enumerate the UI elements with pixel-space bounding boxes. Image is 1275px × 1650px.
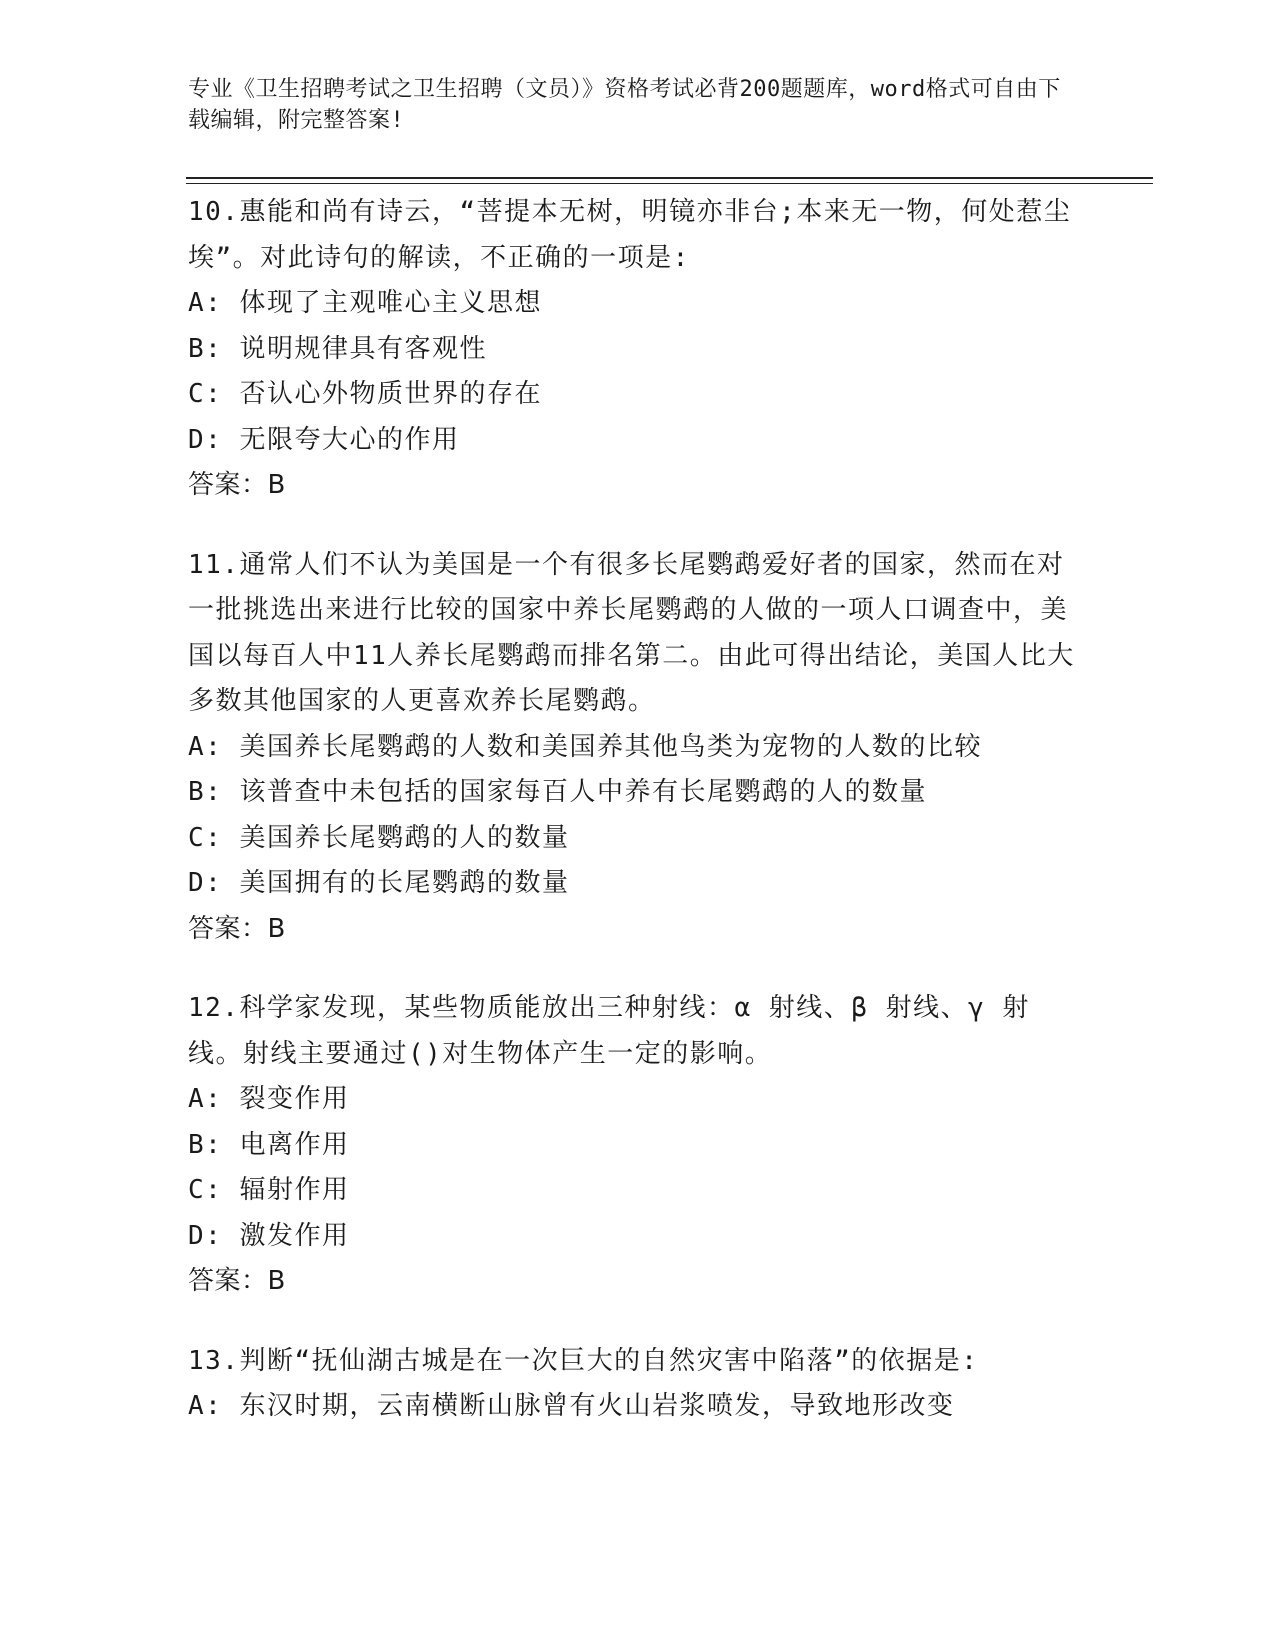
option-d: D: 美国拥有的长尾鹦鹉的数量 [188,868,570,898]
question-stem: 13.判断“抚仙湖古城是在一次巨大的自然灾害中陷落”的依据是: [188,1345,979,1376]
option-b: B: 说明规律具有客观性 [188,333,487,364]
question-11 [188,543,1078,953]
option-c: C: 否认心外物质世界的存在 [188,379,542,409]
document-header: 专业《卫生招聘考试之卫生招聘（文员）》资格考试必背200题题库，word格式可自由下载编辑，附完整答案! [188,77,1061,133]
question-12 [188,986,1078,1305]
header-divider [186,177,1153,179]
question-stem: 11.通常人们不认为美国是一个有很多长尾鹦鹉爱好者的国家，然而在对一批挑选出来进行比较的国家中养长尾鹦鹉的人做的一项人口调查中，美国以每百人中11人养长尾鹦鹉而排名第二。由此可得出结论，美国人比大多数其他国家的人更喜欢养长尾鹦鹉。 [188,549,1075,716]
option-a: A: 东汉时期，云南横断山脉曾有火山岩浆喷发，导致地形改变 [188,1391,955,1421]
question-list [188,190,1078,1464]
option-a: A: 体现了主观唯心主义思想 [188,288,542,318]
option-a: A: 美国养长尾鹦鹉的人数和美国养其他鸟类为宠物的人数的比较 [188,731,982,762]
question-13 [188,1339,1078,1430]
option-c: C: 美国养长尾鹦鹉的人的数量 [188,822,570,853]
question-10 [188,190,1078,509]
option-a: A: 裂变作用 [188,1084,350,1114]
option-d: D: 激发作用 [188,1220,350,1251]
answer-line: 答案：B [188,913,286,944]
option-c: C: 辐射作用 [188,1175,350,1205]
option-b: B: 该普查中未包括的国家每百人中养有长尾鹦鹉的人的数量 [188,777,927,807]
header-divider-thin [186,183,1153,184]
answer-line: 答案：B [188,1266,286,1296]
question-stem: 12.科学家发现，某些物质能放出三种射线：α 射线、β 射线、γ 射线。射线主要通过()对生物体产生一定的影响。 [188,993,1030,1069]
answer-line: 答案：B [188,470,286,500]
option-d: D: 无限夸大心的作用 [188,424,460,455]
option-b: B: 电离作用 [188,1129,350,1160]
question-stem: 10.惠能和尚有诗云，“菩提本无树，明镜亦非台;本来无一物，何处惹尘埃”。对此诗句的解读，不正确的一项是: [188,197,1072,273]
